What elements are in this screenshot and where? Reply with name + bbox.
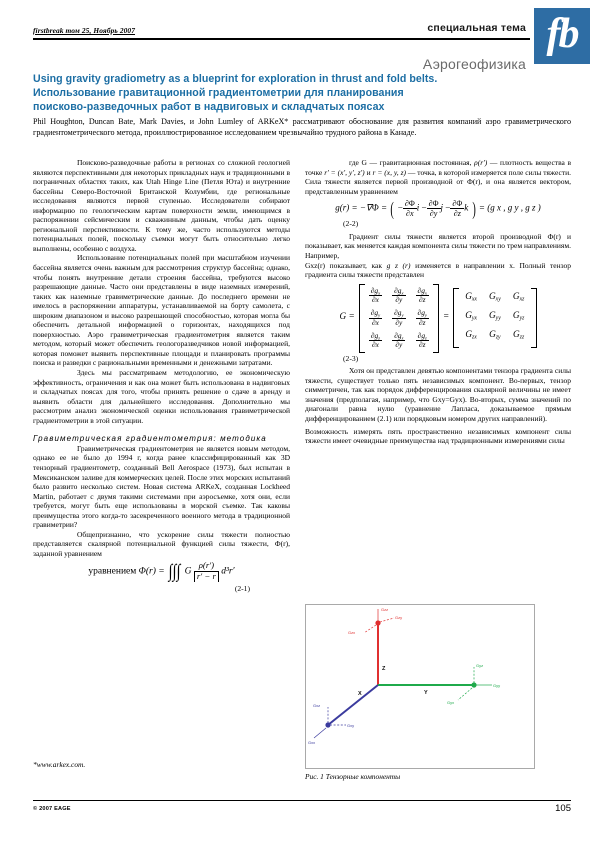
paragraph: Хотя он представлен девятью компонентами тензора градиента силы тяжести, существует только пять независимых компонент. Во-первых, тензор симметричен, так как порядок дифференцирования скалярной величины не имеет значения (предполагая, например, что Gxy=Gyx). Во-вторых, сумма значений по диагонали равна нулю (уравнение Лапласа, доказываемое прямым дифференцированием (2.1) или порядковым номером других направлений). xyxy=(305,366,571,423)
svg-text:Gzx: Gzx xyxy=(348,630,356,635)
footer-page-number: 105 xyxy=(555,803,571,814)
section-kicker: Аэрогеофизика xyxy=(422,56,526,72)
eq-2-3-equals: = xyxy=(442,312,450,323)
equation-number-2-3: (2-3) xyxy=(343,353,359,363)
paragraph: Градиент силы тяжести является второй производной Ф(r) и показывает, как меняется каждая компонента силы тяжести по трем направлениям. Например, xyxy=(305,231,571,260)
svg-text:Gyz: Gyz xyxy=(476,663,484,668)
section-subheading: Гравиметрическая градиентометрия: методика xyxy=(33,434,267,444)
matrix-tensor xyxy=(453,288,536,348)
equation-2-1: уравнением Φ(r) = ∫∫∫ G $\frac{\rho(r')}{r' - r}$ d³r′ xyxy=(88,560,235,583)
svg-text:Gxy: Gxy xyxy=(347,723,355,728)
equation-number-2-1: (2-1) xyxy=(234,583,250,593)
title-russian-2: поисково-разведочных работ в надвиговых и складчатых поясах xyxy=(33,101,385,114)
text-run: — точка, в которой измеряется поле силы тяжести. Сила тяжести является первой производной от Ф(r), и она является вектором, представленным уравнением xyxy=(305,167,572,196)
eq-2-3-lhs: G = xyxy=(339,312,355,323)
svg-text:Gyx: Gyx xyxy=(447,700,455,705)
text-run: — плотность вещества в точке xyxy=(305,158,572,177)
paragraph xyxy=(305,261,571,280)
paragraph: Гравиметрическая градиентометрия не является новым методом, однако ее не было до 1994 г, когда ранее классифицированный как 3D тензорный градиентометр, созданный Bell Aerospace (1973), был испытан в Мексиканском заливе для коммерческих целей. После этих морских испытаний было развито несколько систем. Новая система ARKeX, созданная Lockheed Martin, работает с двумя такими системами при аэросъемке, хотя они, если требуется, могут быть еще использованы в морской съемке. Так каковы преимущества этого когда-то засекреченного военного метода в традиционной гравиметрии? xyxy=(33,443,290,530)
title-russian-1: Использование гравитационной градиентометрии для планирования xyxy=(33,87,404,100)
matrix-tensor-grid: $G_{xx}$ $G_{xy}$ $G_{xz}$ $G_{yx}$ $G_{yy}$ $G_{yz}$ $G_{zx}$ $G_{zy}$ $G_{zz}$ xyxy=(465,291,525,341)
eq-2-2-t3-num: ∂Φ xyxy=(452,199,463,209)
figure-caption: Рис. 1 Тензорные компоненты xyxy=(305,772,401,781)
bracket-right-icon xyxy=(531,288,537,348)
matrix-partials xyxy=(359,284,439,353)
triple-integral-icon: ∫∫∫ xyxy=(168,561,181,583)
eq-2-1-lhs: Φ(r) = xyxy=(138,566,165,577)
svg-text:Gxz: Gxz xyxy=(313,703,321,708)
text-run: изменяется в направлении x. Полный тензор градиента силы тяжести представлен xyxy=(305,260,572,280)
body-column-right xyxy=(305,158,571,446)
eq-2-2-t2-num: ∂Φ xyxy=(428,199,439,209)
eq-2-2-t1-den: ∂x xyxy=(405,209,414,219)
inline-math-rho: ρ(r′) xyxy=(474,158,488,167)
inline-math-rprime: r′ = (x′, y′, z′) xyxy=(324,167,365,177)
abstract-text: Phil Houghton, Duncan Bate, Mark Davies, и John Lumley of ARKeX* рассматривают обоснование для развития компаний аэро гравиметрического градиентометрического метода, проиллюстрированное исследованием чрезвычайно трудного района в Канаде. xyxy=(33,117,571,137)
eq-2-1-constant: G xyxy=(184,566,192,577)
footer-divider xyxy=(33,800,571,801)
paragraph: Общепризнанно, что ускорение силы тяжести полностью представляется скалярной потенциальной функцией силы тяжести, Ф(r), заданной уравнением xyxy=(33,529,290,558)
svg-text:Gyy: Gyy xyxy=(493,683,501,688)
svg-text:Gxx: Gxx xyxy=(308,740,316,745)
inline-math-r: r = (x, y, z) xyxy=(372,167,406,177)
masthead-divider xyxy=(33,38,530,40)
equation-2-2: g(r) = −∇Φ = ( − $\frac{\partial\Phi}{\partial x}$ i − $\frac{\partial\Phi}{\partial y}$ j − $\frac{\partial\Phi}{\partial z}$ k ) = (g x , g y , g z ) xyxy=(335,198,541,219)
equation-number-2-2: (2-2) xyxy=(343,219,359,229)
title-english: Using gravity gradiometry as a blueprint for exploration in thrust and fold belts. xyxy=(33,73,438,85)
svg-text:Gzy: Gzy xyxy=(395,615,403,620)
right-paren-icon: ) xyxy=(471,198,476,219)
inline-math-gz: g z (r) xyxy=(386,260,411,270)
masthead-text: firstbreak том 25, Ноябрь 2007 xyxy=(33,26,136,35)
logo-glyph: fb xyxy=(546,11,578,57)
eq-2-2-t1-tail: i xyxy=(416,202,420,213)
equation-2-3 xyxy=(305,284,571,353)
special-topic-label: специальная тема xyxy=(427,22,526,34)
matrix-partials-grid: $\frac{\partial g_x}{\partial x}$ $\frac{\partial g_x}{\partial y}$ $\frac{\partial g_x}{\partial z}$ $\frac{\partial g_y}{\partial x}$ $\frac{\partial g_y}{\partial y}$ $\frac{\partial g_y}{\partial z}$ $\frac{\partial g_z}{\partial x}$ $\frac{\partial g_z}{\partial y}$ $\frac{\partial g_z}{\partial z}$ xyxy=(370,285,427,350)
eq-2-1-numerator: ρ(r′) xyxy=(194,561,219,572)
text-run: Gxz(r) показывает, как xyxy=(305,260,383,270)
eq-2-2-t2-den: ∂y xyxy=(429,209,438,219)
eq-2-2-t2-tail: j xyxy=(440,202,444,213)
left-paren-icon: ( xyxy=(390,198,395,219)
body-column-left xyxy=(33,158,290,594)
paragraph: Здесь мы рассматриваем методологию, ее экономическую эффективность, ограничения и как она может быть использована в надвиговых и складчатых поясах для того, чтобы принять решение о сдаче в аренду и выявить области для дальнейшего исследования. Дополнительно мы рассмотрим анализ экономической оценки использования гравиметрической градиентометрии в этой ситуации. xyxy=(33,368,290,425)
eq-2-2-t3-tail: k xyxy=(464,202,469,213)
figure-tensor-components xyxy=(305,604,535,769)
firstbreak-logo xyxy=(534,8,590,64)
footer-copyright: © 2007 EAGE xyxy=(33,806,71,812)
text-run: где G — гравитационная постоянная, xyxy=(349,158,472,167)
svg-text:Gzz: Gzz xyxy=(381,607,389,612)
text-run: и xyxy=(366,167,371,177)
tensor-axes-diagram xyxy=(306,605,532,766)
bracket-right-icon xyxy=(433,284,439,353)
eq-2-1-denominator: r′ − r xyxy=(194,572,219,582)
paragraph: Возможность измерять пять пространственно независимых компонент силы тяжести имеет очевидные преимущества над традиционными измерениями силы xyxy=(305,426,571,446)
eq-2-2-t3-den: ∂z xyxy=(453,209,461,219)
axis-label-y: Y xyxy=(424,690,428,696)
eq-2-1-tail: d³r′ xyxy=(221,566,235,577)
paragraph: Использование потенциальных полей при масштабном изучении бассейна является очень важным для рассмотрения структур бассейна; однако, чтобы понять внутренние детали строения бассейна, требуются высоко разрешающие данные. Часто они представлены в виде наземных измерений, таких как наземные гравиметрические данные. До последнего времени не имелось в распоряжении аппаратуры, устанавливаемой на борту самолета, с широким диапазоном и высоко разрешающей способностью, которая могла бы обеспечить детальной информацией о горизонтах, находящихся под поверхностью. Аэро гравиметрическая градиентометрия является таким методом, который может обеспечить геологоразведчиков новой информацией, которая поможет выявить перспективные площади и планировать программы поиска и разведки с рациональными временными и денежными затратами. xyxy=(33,253,290,368)
footnote-text: *www.arkex.com. xyxy=(33,760,86,769)
page-title xyxy=(33,72,553,115)
axis-label-x: X xyxy=(358,691,362,697)
paragraph: Поисково-разведочные работы в регионах со сложной геологией являются перспективными для некоторых прикладных наук и традиционными в пограничных областях таких, как Utah Hinge Line (Петля Юта) и внутренние бассейны Северо-Восточной Британской Колумбии, где региональные исследования являются первой ступенью. Исследователи собирают информацию по геологическим картам поверхности земли, имеющимся в распоряжении сейсмическим и скважинным данным, чтобы дать оценку региональной перспективности. К тому же, часто используются методы потенциальных полей, поскольку съемки могут быть относительно легко выполнены, особенно с воздуха. xyxy=(33,158,290,253)
eq-2-2-rhs: = (g x , g y , g z ) xyxy=(478,202,541,213)
eq-2-2-t1-num: ∂Φ xyxy=(404,199,415,209)
paragraph xyxy=(305,158,571,196)
axis-label-z: Z xyxy=(382,666,386,672)
eq-2-2-lhs: g(r) = −∇Φ = xyxy=(335,202,388,213)
